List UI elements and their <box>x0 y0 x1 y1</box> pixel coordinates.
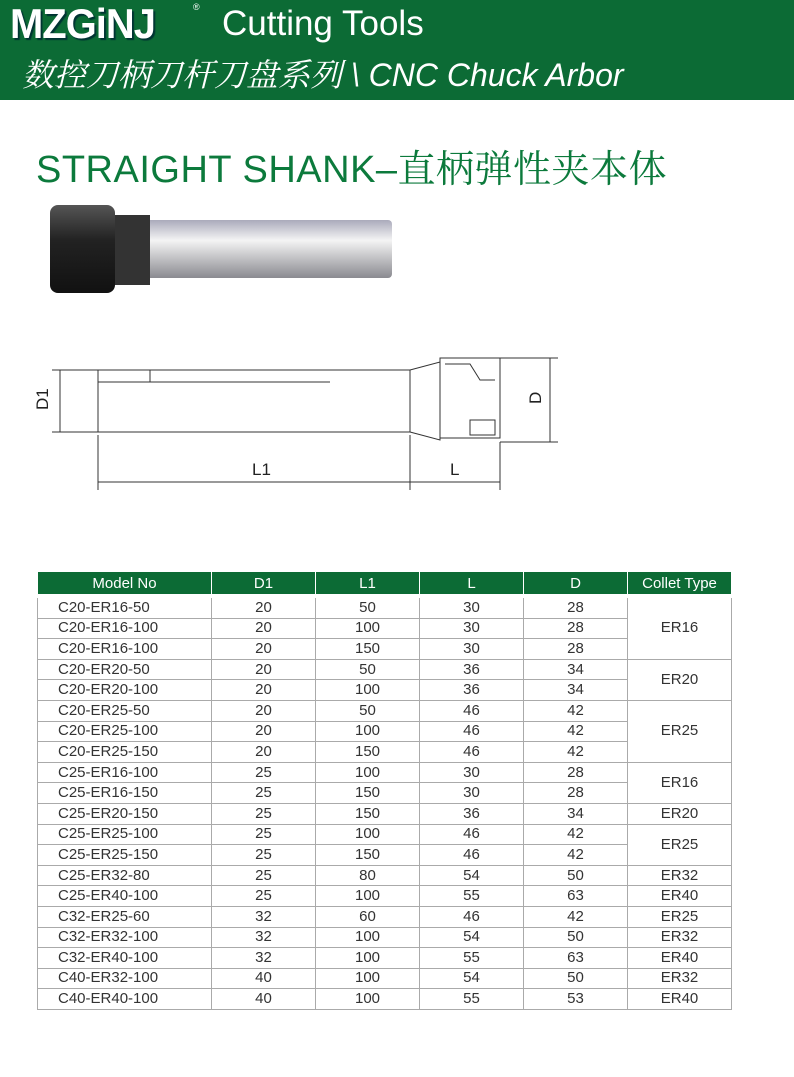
table-row <box>38 845 732 866</box>
cell-d1: 32 <box>212 906 316 927</box>
column-header-model-no: Model No <box>38 572 212 597</box>
cell-collet-type: ER40 <box>628 948 732 969</box>
column-header-d: D <box>524 572 628 597</box>
label-l1: L1 <box>252 460 271 479</box>
column-header-d1: D1 <box>212 572 316 597</box>
brand-tagline: Cutting Tools <box>222 4 424 43</box>
cell-model-no: C32-ER25-60 <box>38 906 212 927</box>
cell-l1: 50 <box>316 659 420 680</box>
cell-d: 28 <box>524 596 628 618</box>
table-row <box>38 989 732 1010</box>
cell-collet-type: ER32 <box>628 968 732 989</box>
cell-model-no: C20-ER16-50 <box>38 596 212 618</box>
cell-model-no: C25-ER40-100 <box>38 886 212 907</box>
taper-outline <box>410 362 440 440</box>
table-row <box>38 886 732 907</box>
cell-d1: 20 <box>212 700 316 721</box>
technical-drawing <box>30 350 570 500</box>
cell-d: 50 <box>524 865 628 886</box>
table-row <box>38 824 732 845</box>
cell-l: 30 <box>420 639 524 660</box>
table-row <box>38 639 732 660</box>
cell-d: 42 <box>524 700 628 721</box>
cell-l1: 100 <box>316 680 420 701</box>
cell-d1: 25 <box>212 865 316 886</box>
cell-d: 50 <box>524 968 628 989</box>
table-row <box>38 762 732 783</box>
cell-model-no: C20-ER20-50 <box>38 659 212 680</box>
cell-l: 55 <box>420 989 524 1010</box>
cell-d: 63 <box>524 886 628 907</box>
header-banner <box>0 0 794 100</box>
table-row <box>38 680 732 701</box>
cell-d: 42 <box>524 721 628 742</box>
cell-d1: 20 <box>212 618 316 639</box>
clamp-nut <box>50 205 115 293</box>
cell-collet-type: ER25 <box>628 700 732 762</box>
cell-l1: 150 <box>316 639 420 660</box>
cell-l1: 100 <box>316 948 420 969</box>
cell-d1: 25 <box>212 783 316 804</box>
cell-l: 54 <box>420 968 524 989</box>
cell-l: 30 <box>420 762 524 783</box>
cell-model-no: C25-ER25-150 <box>38 845 212 866</box>
cell-model-no: C20-ER16-100 <box>38 639 212 660</box>
label-d: D <box>526 391 545 404</box>
cell-l: 54 <box>420 927 524 948</box>
cell-d: 34 <box>524 680 628 701</box>
cell-d: 34 <box>524 803 628 824</box>
cell-d: 28 <box>524 762 628 783</box>
series-subtitle: 数控刀柄刀杆刀盘系列 \ CNC Chuck Arbor <box>22 57 624 93</box>
cell-d1: 25 <box>212 803 316 824</box>
column-header-l1: L1 <box>316 572 420 597</box>
shank-outline <box>98 370 410 432</box>
cell-model-no: C40-ER32-100 <box>38 968 212 989</box>
cell-d1: 20 <box>212 680 316 701</box>
cell-collet-type: ER16 <box>628 762 732 803</box>
cell-d1: 40 <box>212 968 316 989</box>
cell-d1: 20 <box>212 659 316 680</box>
cell-l1: 100 <box>316 968 420 989</box>
page-title: STRAIGHT SHANK–直柄弹性夹本体 <box>36 149 668 191</box>
cell-collet-type: ER20 <box>628 803 732 824</box>
cell-l: 46 <box>420 700 524 721</box>
cell-l1: 150 <box>316 742 420 763</box>
cell-d1: 32 <box>212 948 316 969</box>
cell-l: 46 <box>420 845 524 866</box>
registered-mark: ® <box>193 2 200 12</box>
spec-table <box>37 571 732 1010</box>
cell-l1: 100 <box>316 989 420 1010</box>
cell-d: 28 <box>524 639 628 660</box>
cell-l1: 50 <box>316 596 420 618</box>
cell-collet-type: ER32 <box>628 927 732 948</box>
cell-l: 46 <box>420 721 524 742</box>
cell-l1: 100 <box>316 824 420 845</box>
cell-model-no: C20-ER25-100 <box>38 721 212 742</box>
cell-d1: 20 <box>212 639 316 660</box>
cell-d1: 32 <box>212 927 316 948</box>
cell-d: 42 <box>524 824 628 845</box>
cell-d: 28 <box>524 783 628 804</box>
table-row <box>38 906 732 927</box>
cell-d1: 25 <box>212 762 316 783</box>
cell-d: 53 <box>524 989 628 1010</box>
cell-l: 36 <box>420 803 524 824</box>
label-d1: D1 <box>33 388 52 410</box>
cell-d1: 20 <box>212 721 316 742</box>
cell-d1: 25 <box>212 845 316 866</box>
cell-model-no: C20-ER25-150 <box>38 742 212 763</box>
table-row <box>38 865 732 886</box>
table-row <box>38 659 732 680</box>
cell-l: 30 <box>420 596 524 618</box>
cell-model-no: C20-ER16-100 <box>38 618 212 639</box>
table-row <box>38 783 732 804</box>
cell-d: 34 <box>524 659 628 680</box>
cell-d: 50 <box>524 927 628 948</box>
cell-collet-type: ER40 <box>628 886 732 907</box>
cell-model-no: C25-ER16-100 <box>38 762 212 783</box>
cell-l1: 100 <box>316 927 420 948</box>
cell-collet-type: ER32 <box>628 865 732 886</box>
cell-l1: 150 <box>316 783 420 804</box>
cell-l1: 60 <box>316 906 420 927</box>
cell-l: 46 <box>420 824 524 845</box>
table-row <box>38 700 732 721</box>
cell-l1: 150 <box>316 803 420 824</box>
cell-l1: 100 <box>316 762 420 783</box>
cell-l: 54 <box>420 865 524 886</box>
cell-d: 42 <box>524 845 628 866</box>
cell-d1: 25 <box>212 886 316 907</box>
cell-model-no: C32-ER32-100 <box>38 927 212 948</box>
cell-l: 30 <box>420 783 524 804</box>
brand-logo: MZGiNJ <box>10 0 156 47</box>
cell-collet-type: ER20 <box>628 659 732 700</box>
table-row <box>38 927 732 948</box>
cell-model-no: C25-ER16-150 <box>38 783 212 804</box>
cell-l1: 100 <box>316 618 420 639</box>
cell-model-no: C40-ER40-100 <box>38 989 212 1010</box>
cell-model-no: C20-ER20-100 <box>38 680 212 701</box>
collet-body <box>110 215 150 285</box>
cell-d1: 20 <box>212 742 316 763</box>
cell-l: 55 <box>420 948 524 969</box>
table-row <box>38 721 732 742</box>
table-row <box>38 618 732 639</box>
cell-l: 36 <box>420 659 524 680</box>
cell-model-no: C25-ER20-150 <box>38 803 212 824</box>
cell-d1: 25 <box>212 824 316 845</box>
cell-l: 30 <box>420 618 524 639</box>
table-row <box>38 968 732 989</box>
cell-l1: 80 <box>316 865 420 886</box>
cell-collet-type: ER40 <box>628 989 732 1010</box>
cell-l: 46 <box>420 906 524 927</box>
cell-l: 55 <box>420 886 524 907</box>
cell-d: 28 <box>524 618 628 639</box>
cell-d: 42 <box>524 906 628 927</box>
cell-collet-type: ER16 <box>628 596 732 659</box>
column-header-collet-type: Collet Type <box>628 572 732 597</box>
table-row <box>38 596 732 618</box>
table-row <box>38 742 732 763</box>
cell-l1: 100 <box>316 886 420 907</box>
cell-l1: 50 <box>316 700 420 721</box>
cell-d1: 40 <box>212 989 316 1010</box>
cell-l1: 150 <box>316 845 420 866</box>
cell-collet-type: ER25 <box>628 906 732 927</box>
cell-l: 46 <box>420 742 524 763</box>
cell-d: 63 <box>524 948 628 969</box>
table-row <box>38 948 732 969</box>
cell-l1: 100 <box>316 721 420 742</box>
cell-model-no: C32-ER40-100 <box>38 948 212 969</box>
cell-model-no: C20-ER25-50 <box>38 700 212 721</box>
cell-d: 42 <box>524 742 628 763</box>
cell-model-no: C25-ER32-80 <box>38 865 212 886</box>
product-photo <box>40 195 400 295</box>
shank <box>140 220 392 278</box>
cell-collet-type: ER25 <box>628 824 732 865</box>
cell-d1: 20 <box>212 596 316 618</box>
cell-l: 36 <box>420 680 524 701</box>
label-l: L <box>450 460 460 479</box>
table-row <box>38 803 732 824</box>
column-header-l: L <box>420 572 524 597</box>
cell-model-no: C25-ER25-100 <box>38 824 212 845</box>
